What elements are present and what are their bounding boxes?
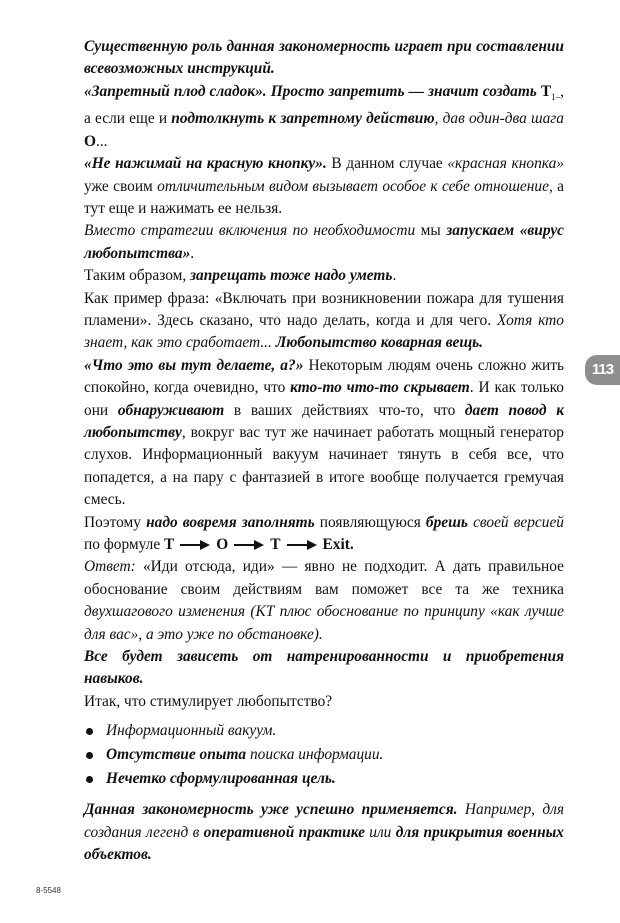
footer-code: 8-5548 (36, 886, 61, 895)
bullet-icon (86, 752, 93, 759)
arrow-right-icon (234, 540, 264, 550)
text-bold-italic: Все будет зависеть от натренированности и приобретения навыков. (84, 648, 564, 688)
text-bold-italic: брешь (425, 513, 468, 531)
bullet-icon (86, 728, 93, 735)
symbol-t: T (540, 82, 552, 100)
text-italic: Вместо стратегии включения по необходимости (84, 222, 416, 240)
text-bold-italic: подтолкнуть к запретному действию (171, 110, 435, 128)
text: появляющуюся (314, 513, 426, 531)
formula-t: T (164, 536, 175, 554)
text: Поэтому (84, 513, 147, 531)
text: В данном случае (326, 155, 448, 173)
text: , вокруг вас тут же начинает работать мощный генератор слухов. Информационный вакуум начинает тянуть в себя все, что попадется, а на пару с фантазией в итоге вообще получается гремучая смесь. (84, 423, 564, 509)
paragraph-6 (84, 288, 564, 355)
text: , а если еще и (84, 82, 564, 128)
text-bold-italic: Любопытство коварная вещь. (275, 334, 484, 352)
text-bold-italic: Нечетко сформулированная цель. (106, 770, 336, 788)
text-bold-italic: Существенную роль данная закономерность играет при составлении всевозможных инструкций. (84, 38, 564, 78)
text: по формуле (84, 536, 165, 554)
text: , а тут еще и нажимать ее нельзя. (84, 177, 564, 217)
paragraph-9 (84, 556, 564, 646)
paragraph-12 (84, 799, 564, 866)
arrow-right-icon (180, 540, 210, 550)
text: «Иди отсюда, иди» — явно не подходит. А дать правильное обоснование своим действиям вам поможет все та же техника (84, 558, 564, 598)
text: Как пример фраза: «Включать при возникновении пожара для тушения пламени». Здесь сказано, что надо делать, когда и для чего. (84, 289, 564, 329)
text: в ваших действиях что-то, что (224, 401, 465, 419)
page-number-tab: 113 (585, 355, 620, 385)
text-bold-italic: кто-то что-то скрывает (290, 379, 470, 397)
text: Итак, что стимулирует любопытство? (84, 692, 333, 710)
paragraph-1 (84, 36, 564, 81)
text: Некоторым людям очень сложно жить спокойно, когда очевидно, что (84, 356, 564, 397)
text-bold-italic: дает повод к любопытству (84, 401, 564, 441)
bullet-list (84, 719, 564, 791)
text: мы (415, 222, 447, 240)
subscript: 1– (551, 91, 561, 102)
text: . И как только они (84, 379, 564, 419)
text (458, 801, 465, 818)
formula-t: T (270, 536, 281, 554)
text-italic: дав один-два шага (442, 110, 564, 128)
paragraph-8 (84, 512, 564, 557)
arrow-right-icon (287, 540, 317, 550)
paragraph-5 (84, 265, 564, 287)
list-item (84, 743, 564, 767)
bullet-icon (86, 776, 93, 783)
text: уже своим (84, 177, 158, 195)
text-bold-italic: запускаем «вирус любопытства» (84, 222, 564, 262)
text-italic: своей версией (467, 513, 564, 531)
text-italic: Например, для создания легенд в (84, 801, 564, 841)
formula-o: O (216, 536, 229, 554)
paragraph-2 (84, 81, 564, 153)
symbol-o: О (84, 132, 96, 150)
paragraph-3 (84, 153, 564, 220)
text-italic: «красная кнопка» (447, 155, 564, 173)
text-italic: Хотя кто знает, как это сработает... (84, 311, 564, 352)
paragraph-11 (84, 691, 564, 713)
list-item (84, 719, 564, 743)
text: . (392, 267, 397, 285)
list-item (84, 767, 564, 791)
text-italic: отличительным видом вызывает особое к себе отношение (157, 177, 549, 195)
text-italic: или (364, 823, 396, 841)
text-bold-italic: оперативной практике (203, 823, 365, 841)
text-italic: Ответ: (84, 558, 136, 576)
text-bold-italic: «Не нажимай на красную кнопку». (84, 155, 327, 173)
text-italic: Информационный вакуум. (106, 722, 277, 740)
text-italic: двухшагового изменения (КТ плюс обоснование по принципу «как лучше для вас», а это уже по обстановке). (84, 603, 564, 643)
text: Таким образом, (84, 267, 191, 285)
text-bold-italic: «Что это вы тут делаете, а?» (84, 356, 304, 374)
text-bold-italic: обнаруживают (117, 401, 225, 419)
text: . (190, 244, 195, 262)
text-bold-italic: «Запретный плод сладок». Просто запретить — значит создать (84, 82, 541, 100)
text-bold-italic: запрещать тоже надо уметь (190, 267, 393, 285)
paragraph-4 (84, 220, 564, 265)
page-body (84, 36, 564, 866)
text-bold-italic: для прикрытия военных объектов. (84, 823, 564, 864)
text: ... (95, 132, 108, 150)
text-bold-italic: надо вовремя заполнять (146, 513, 315, 531)
text: , (434, 110, 443, 128)
paragraph-10 (84, 646, 564, 691)
text-bold-italic: Данная закономерность уже успешно применяется. (84, 801, 458, 819)
text-bold-italic: Отсутствие опыта (106, 746, 247, 764)
formula-exit: Exit. (322, 536, 354, 554)
text-italic: поиска информации. (246, 746, 384, 764)
paragraph-7 (84, 355, 564, 512)
